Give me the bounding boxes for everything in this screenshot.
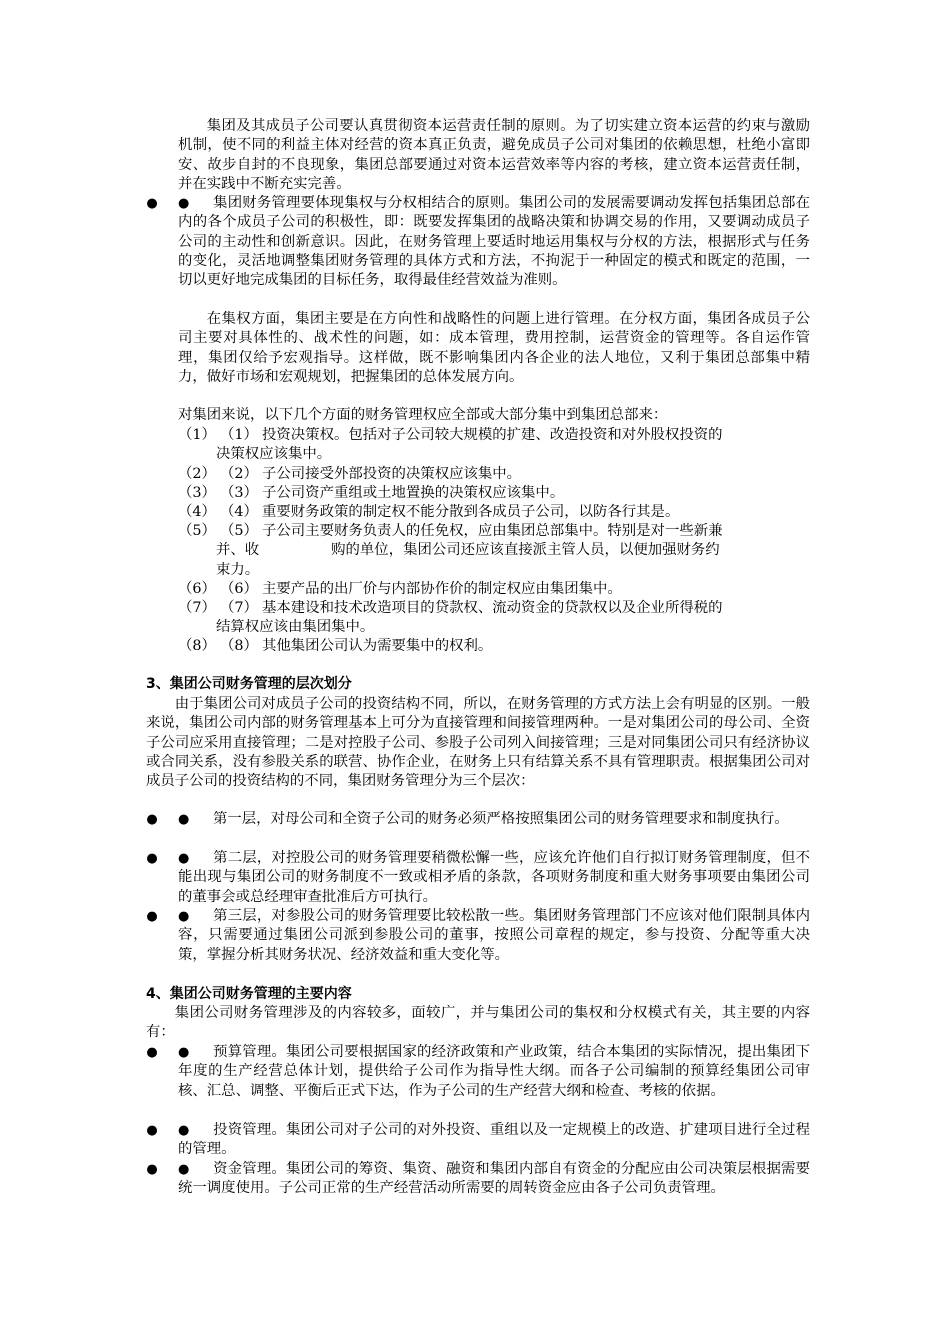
item-text: 主要产品的出厂价与内部协作价的制定权应由集团集中。 [262,581,622,597]
section-heading-levels: 3、集团公司财务管理的层次划分 [146,676,352,692]
item-text: 投资决策权。包括对子公司较大规模的扩建、改造投资和对外股权投资的 决策权应该集中。 [216,427,723,463]
numbered-item-7 [178,599,808,639]
bullet-icon: ● [146,1123,158,1138]
item-number-inner: （5） [220,523,258,539]
inner-bullet-icon: ● [178,196,190,211]
bullet-level-3: ● 第三层，对参股公司的财务管理要比较松散一些。集团财务管理部门不应该对他们限制具体内容，只需要通过集团公司派到参股公司的董事，按照公司章程的规定，参与投资、分配等重大决策，掌握分析其财务状况、经济效益和重大变化等。 [178,908,810,963]
item-text: 重要财务政策的制定权不能分散到各成员子公司，以防各行其是。 [262,504,680,520]
item-text: 子公司资产重组或土地置换的决策权应该集中。 [262,485,565,501]
paragraph-centralize-aspects: 在集权方面，集团主要是在方向性和战略性的问题上进行管理。在分权方面，集团各成员子公司主要对具体性的、战术性的问题，如：成本管理，费用控制，运营资金的管理等。各自运作管理，集团仅给予宏观指导。这样做，既不影响集团内各企业的法人地位，又利于集团总部集中精力，做好市场和宏观规划，把握集团的总体发展方向。 [178,311,810,385]
item-number-outer: （8） [178,638,216,654]
item-text: 子公司接受外部投资的决策权应该集中。 [262,466,522,482]
bullet-level-1: ● 第一层，对母公司和全资子公司的财务必须严格按照集团公司的财务管理要求和制度执行。 [178,810,810,829]
item-number-outer: （3） [178,485,216,501]
bullet-icon: ● [146,851,158,866]
bullet-fund-management: ● 资金管理。集团公司的筹资、集资、融资和集团内部自有资金的分配应由公司决策层根据需要统一调度使用。子公司正常的生产经营活动所需要的周转资金应由各子公司负责管理。 [178,1161,810,1197]
bullet-centralization-text: 集团财务管理要体现集权与分权相结合的原则。集团公司的发展需要调动发挥包括集团总部在内的各个成员子公司的积极性，即：既要发挥集团的战略决策和协调交易的作用，又要调动成员子公司的主动性和创新意识。因此，在财务管理上要适时地运用集权与分权的方法，根据形式与任务的变化，灵活地调整集团财务管理的具体方式和方法，不拘泥于一种固定的模式和既定的范围，一切以更好地完成集团的目标任务，取得最佳经营效益为准则。 [178,195,810,289]
paragraph-contents-intro: 集团公司财务管理涉及的内容较多，面较广，并与集团公司的集权和分权模式有关，其主要的内容有： [146,1005,810,1041]
inner-bullet-icon: ● [178,1123,190,1138]
item-text: 基本建设和技术改造项目的贷款权、流动资金的贷款权以及企业所得税的 结算权应该由集团集中。 [216,600,723,636]
numbered-item-3 [178,484,808,504]
item-text: 其他集团公司认为需要集中的权利。 [262,638,493,654]
item-number-outer: （6） [178,581,216,597]
item-number-inner: （6） [220,581,258,597]
numbered-item-1 [178,426,808,466]
bullet-investment-management: ● 投资管理。集团公司对子公司的对外投资、重组以及一定规模上的改造、扩建项目进行全过程的管理。 [178,1122,810,1158]
numbered-item-8 [178,637,808,657]
numbered-item-5 [178,522,808,582]
item-number-inner: （4） [220,504,258,520]
bullet-icon: ● [146,812,158,827]
item-number-outer: （4） [178,504,216,520]
paragraph-levels-intro: 由于集团公司对成员子公司的投资结构不同，所以，在财务管理的方式方法上会有明显的区别。一般来说，集团公司内部的财务管理基本上可分为直接管理和间接管理两种。一是对集团公司的母公司、全资子公司应采用直接管理；二是对控股子公司、参股子公司列入间接管理；三是对同集团公司只有经济协议或合同关系，没有参股关系的联营、协作企业，在财务上只有结算关系不具有管理职责。根据集团公司对成员子公司的投资结构的不同，集团财务管理分为三个层次： [146,696,810,790]
bullet-budget-management: ● 预算管理。集团公司要根据国家的经济政策和产业政策，结合本集团的实际情况，提出集团下年度的生产经营总体计划，提供给子公司作为指导性大纲。而各子公司编制的预算经集团公司审核、汇总、调整、平衡后正式下达，作为子公司的生产经营大纲和检查、考核的依据。 [178,1044,810,1099]
item-number-inner: （7） [220,600,258,616]
item-text: 子公司主要财务负责人的任免权，应由集团总部集中。特别是对一些新兼 并、收 购的单位，集团公司还应该直接派主管人员，以便加强财务约 束力。 [216,523,723,578]
inner-bullet-icon: ● [178,1162,190,1177]
bullet-icon: ● [146,909,158,924]
inner-bullet-icon: ● [178,909,190,924]
bullet-icon: ● [146,196,158,211]
item-number-outer: （7） [178,600,216,616]
bullet-icon: ● [146,1162,158,1177]
item-number-inner: （8） [220,638,258,654]
paragraph-capital-responsibility: 集团及其成员子公司要认真贯彻资本运营责任制的原则。为了切实建立资本运营的约束与激励机制，使不同的利益主体对经营的资本真正负责，避免成员子公司对集团的依赖思想，杜绝小富即安、故步自封的不良现象，集团总部要通过对资本运营效率等内容的考核，建立资本运营责任制，并在实践中不断充实完善。 [178,118,810,192]
item-number-outer: （1） [178,427,216,443]
item-number-inner: （3） [220,485,258,501]
item-number-outer: （5） [178,523,216,539]
paragraph-list-intro: 对集团来说，以下几个方面的财务管理权应全部或大部分集中到集团总部来： [178,407,668,423]
inner-bullet-icon: ● [178,1045,190,1060]
section-heading-contents: 4、集团公司财务管理的主要内容 [146,986,352,1002]
inner-bullet-icon: ● [178,812,190,827]
numbered-item-2 [178,465,808,485]
numbered-item-6 [178,580,808,600]
item-number-inner: （2） [220,466,258,482]
bullet-icon: ● [146,1045,158,1060]
numbered-item-4 [178,503,808,523]
bullet-centralization-principle [178,194,810,290]
inner-bullet-icon: ● [178,851,190,866]
bullet-level-2: ● 第二层，对控股公司的财务管理要稍微松懈一些，应该允许他们自行拟订财务管理制度，但不能出现与集团公司的财务制度不一致或相矛盾的条款，各项财务制度和重大财务事项要由集团公司的董事会或总经理审查批准后方可执行。 [178,850,810,905]
item-number-inner: （1） [220,427,258,443]
item-number-outer: （2） [178,466,216,482]
